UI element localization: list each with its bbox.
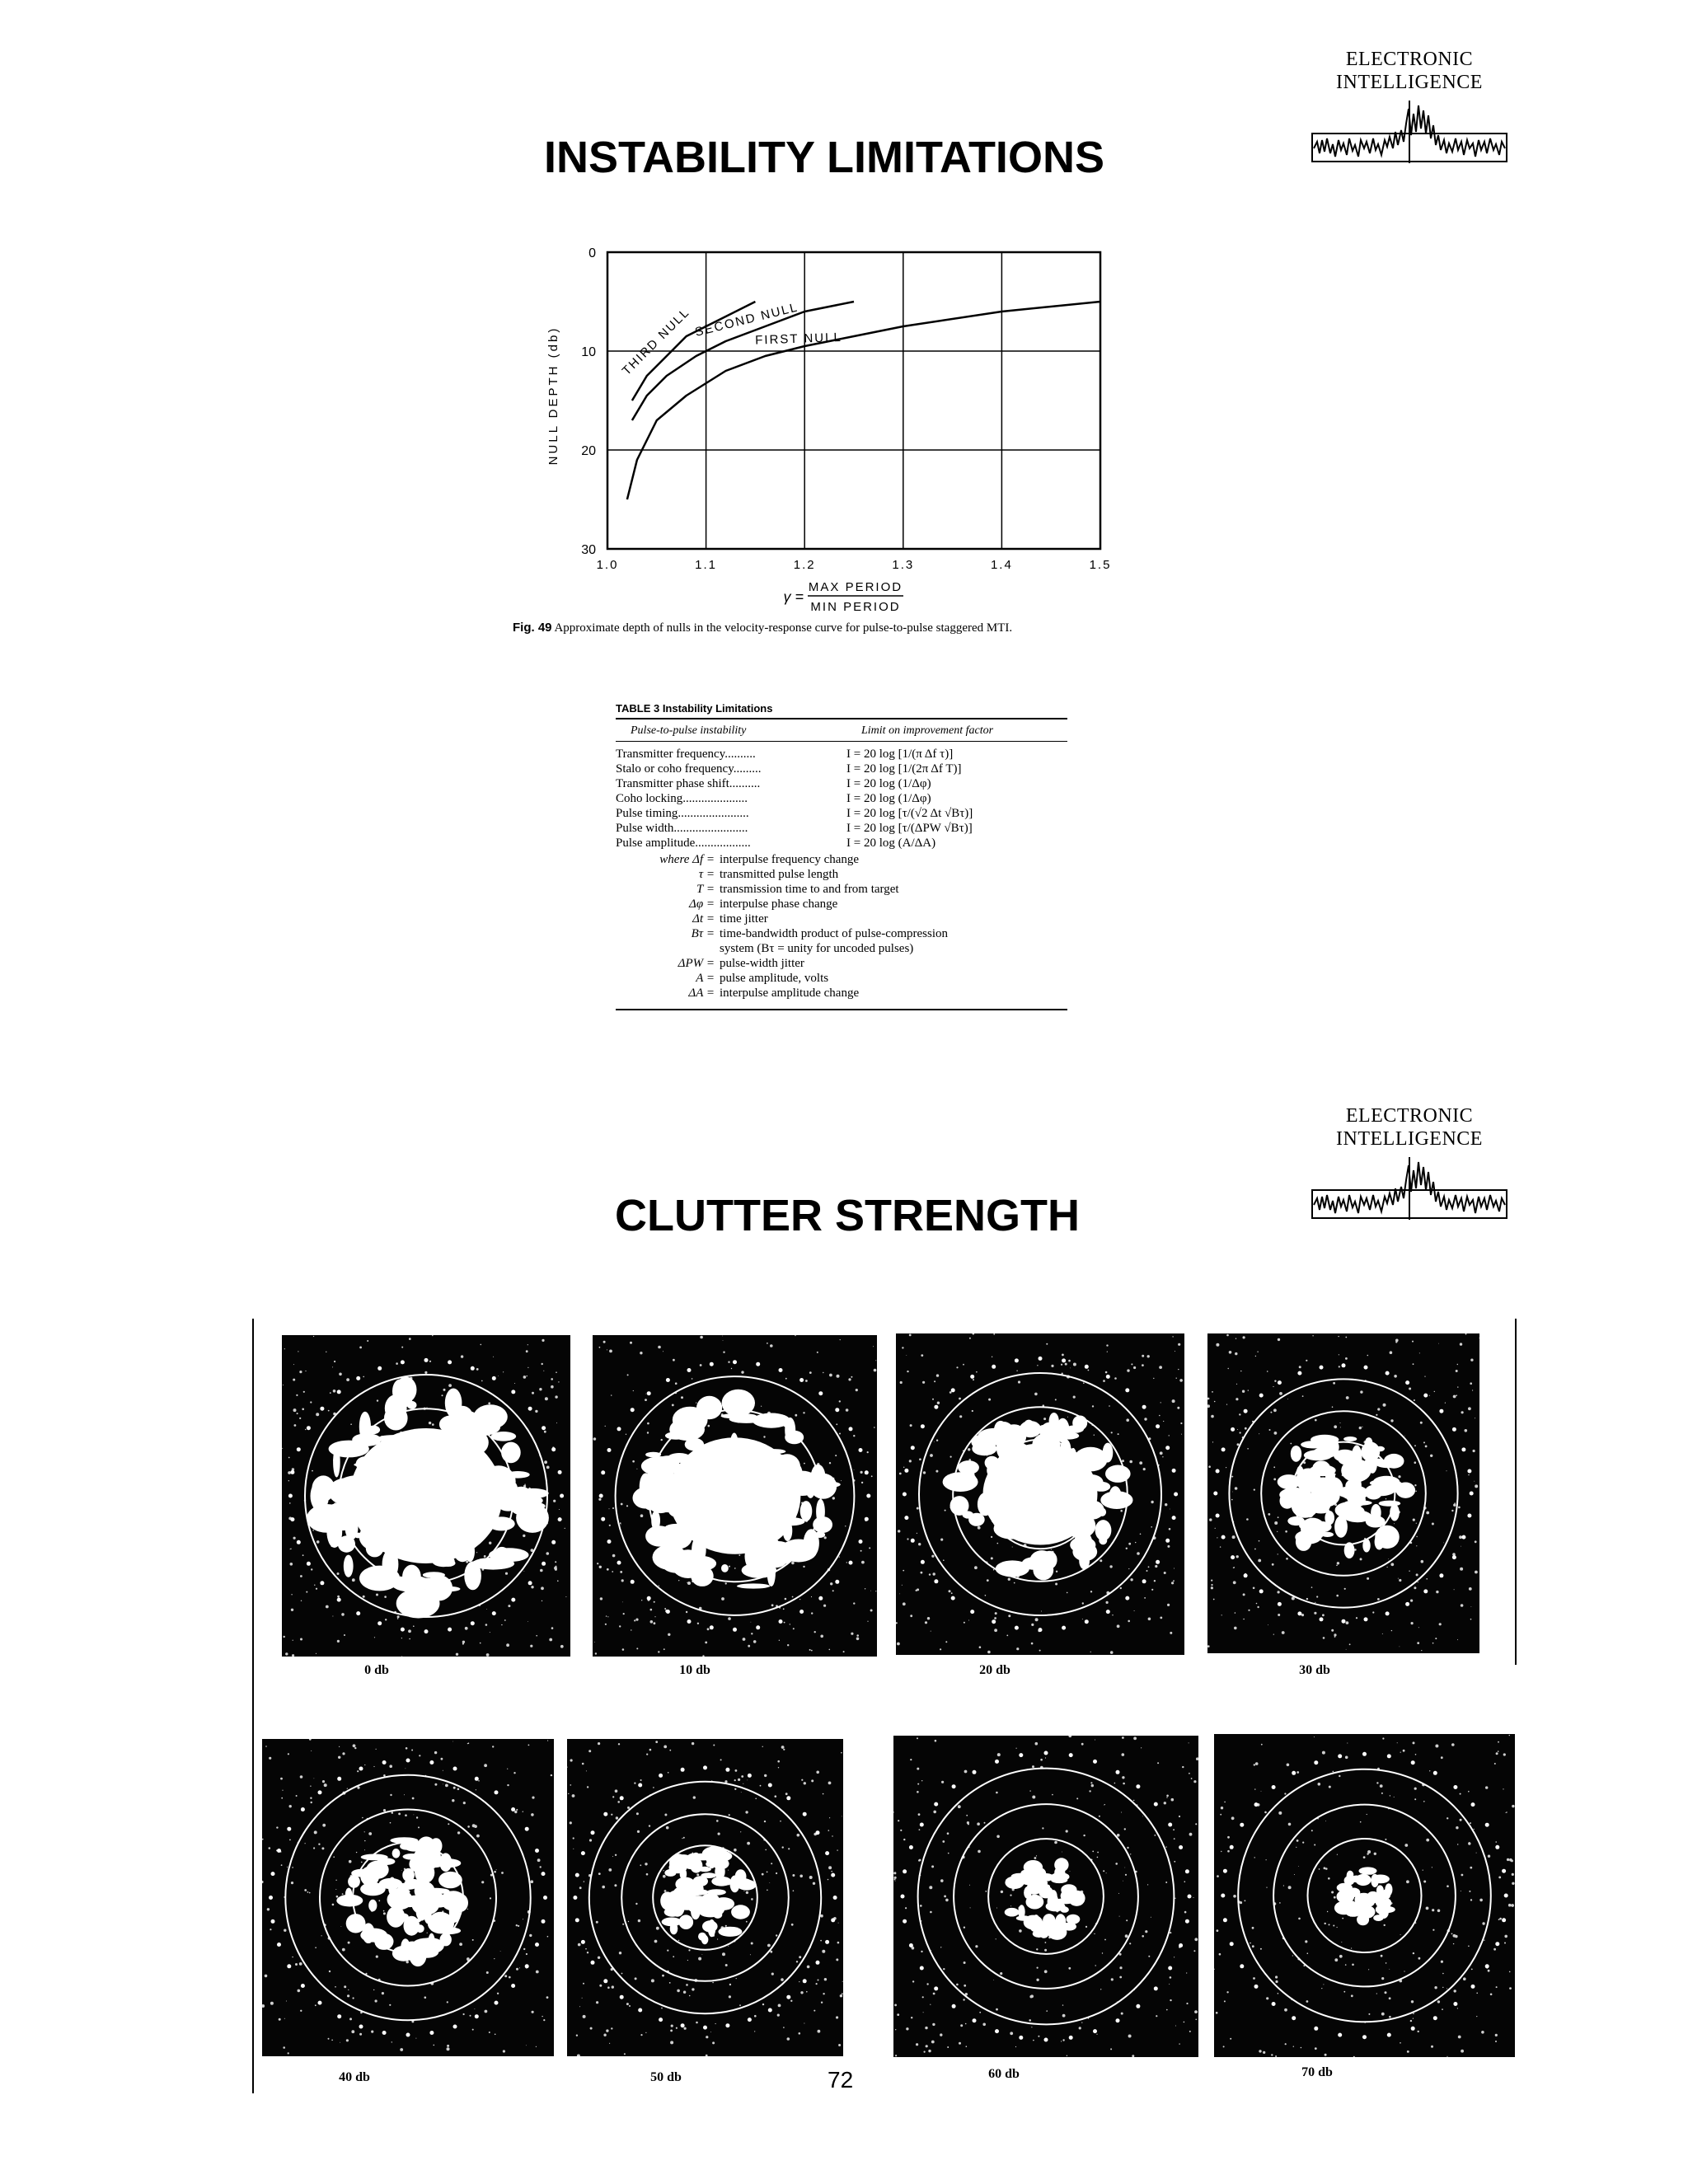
definition-symbol: Δt = (692, 912, 715, 926)
definition-row (616, 882, 1067, 897)
logo-line-1: ELECTRONIC (1345, 49, 1474, 70)
photo-label: 30 db (1299, 1663, 1330, 1677)
page-number: 72 (828, 2067, 854, 2093)
definition-row (616, 926, 1067, 941)
table-cell-limit: I = 20 log (1/Δφ) (846, 792, 931, 805)
radar-clutter-photo (893, 1736, 1198, 2057)
y-tick-label: 20 (581, 444, 596, 458)
definition-text: interpulse phase change (720, 898, 838, 911)
figure-label: Fig. 49 (513, 621, 552, 635)
y-axis-label: NULL DEPTH (db) (546, 326, 560, 466)
photo-label: 70 db (1301, 2065, 1333, 2079)
table-cell-limit: I = 20 log [1/(2π Δf T)] (846, 762, 962, 776)
radar-scope-image (282, 1335, 570, 1657)
definition-text: transmission time to and from target (720, 883, 899, 896)
logo-line-2: INTELLIGENCE (1336, 1128, 1483, 1150)
table-row (616, 762, 1067, 776)
radar-scope-image (593, 1335, 877, 1657)
radar-clutter-photo (896, 1333, 1184, 1655)
definition-symbol: T = (696, 883, 715, 896)
chart-series (620, 300, 1100, 499)
table-row (616, 836, 1067, 851)
definition-text: time jitter (720, 912, 768, 926)
x-tick-label: 1.1 (695, 558, 718, 572)
definition-row (616, 897, 1067, 912)
table-header-col1: Pulse-to-pulse instability (631, 724, 747, 737)
definition-row (616, 956, 1067, 971)
definition-row (616, 971, 1067, 986)
y-tick-label: 10 (581, 345, 596, 359)
definition-row (616, 941, 1067, 956)
x-tick-label: 1.5 (1089, 558, 1112, 572)
table-definitions (616, 851, 1067, 1001)
photo-label: 20 db (979, 1663, 1010, 1677)
series-label: SECOND NULL (693, 300, 800, 340)
section-title-instability: INSTABILITY LIMITATIONS (544, 133, 1104, 182)
definition-symbol: τ = (698, 868, 715, 881)
radar-clutter-photo (1214, 1734, 1515, 2057)
signal-wave-icon (1311, 99, 1508, 165)
x-axis-numerator: MAX PERIOD (808, 580, 903, 594)
electronic-intelligence-logo (1306, 48, 1512, 165)
table-cell-instability: Pulse amplitude.................. (616, 837, 751, 850)
table-cell-instability: Pulse timing....................... (616, 807, 749, 820)
definition-text: pulse amplitude, volts (720, 972, 829, 985)
radar-scope-image (1207, 1333, 1479, 1653)
x-tick-label: 1.3 (892, 558, 915, 572)
table-cell-limit: I = 20 log (A/ΔA) (846, 837, 936, 850)
definition-text: interpulse frequency change (720, 853, 860, 866)
table-row (616, 821, 1067, 836)
table-cell-limit: I = 20 log [1/(π Δf τ)] (846, 748, 954, 761)
figure-caption (513, 620, 1156, 636)
table-cell-limit: I = 20 log [τ/(√2 Δt √Bτ)] (846, 807, 973, 820)
radar-clutter-photo (1207, 1333, 1479, 1653)
logo-line-1: ELECTRONIC (1345, 1105, 1474, 1127)
table-body (616, 742, 1067, 851)
definition-text: pulse-width jitter (720, 957, 804, 970)
radar-scope-image (1214, 1734, 1515, 2057)
table-cell-limit: I = 20 log (1/Δφ) (846, 777, 931, 790)
x-tick-label: 1.0 (596, 558, 619, 572)
definition-text: interpulse amplitude change (720, 987, 860, 1000)
table-row (616, 776, 1067, 791)
electronic-intelligence-logo-2 (1306, 1104, 1512, 1221)
chart-ticks (581, 246, 1111, 572)
table-title: TABLE 3 Instability Limitations (616, 702, 1067, 719)
photo-label: 40 db (339, 2070, 370, 2084)
radar-scope-image (567, 1739, 843, 2056)
definition-row (616, 986, 1067, 1001)
table-header (616, 719, 1067, 742)
radar-scope-image (262, 1739, 554, 2056)
definition-symbol: A = (696, 972, 715, 985)
radar-clutter-photo (282, 1335, 570, 1657)
table-cell-instability: Transmitter phase shift.......... (616, 777, 761, 790)
section-title-clutter: CLUTTER STRENGTH (615, 1191, 1080, 1240)
photo-label: 50 db (650, 2070, 682, 2084)
table-cell-instability: Coho locking..................... (616, 792, 748, 805)
figure-caption-text: Approximate depth of nulls in the velocity-response curve for pulse-to-pulse staggered MTI. (554, 621, 1013, 635)
radar-clutter-photo (567, 1739, 843, 2056)
definition-row (616, 912, 1067, 926)
x-axis-gamma-symbol: γ = (783, 588, 804, 605)
photo-label: 0 db (364, 1663, 389, 1677)
definition-symbol (616, 941, 720, 956)
logo-line-2: INTELLIGENCE (1336, 72, 1483, 93)
x-tick-label: 1.2 (793, 558, 816, 572)
series-label: FIRST NULL (754, 330, 843, 348)
x-axis-denominator: MIN PERIOD (810, 600, 901, 614)
definition-symbol: Bτ = (691, 927, 715, 940)
radar-scope-image (896, 1333, 1184, 1655)
radar-clutter-photo (593, 1335, 877, 1657)
table-cell-limit: I = 20 log [τ/(ΔPW √Bτ)] (846, 822, 973, 835)
x-tick-label: 1.4 (990, 558, 1013, 572)
definition-symbol: Δφ = (689, 898, 715, 911)
definition-row (616, 852, 1067, 867)
series-label: THIRD NULL (619, 305, 693, 378)
table-cell-instability: Transmitter frequency.......... (616, 748, 756, 761)
table-row (616, 747, 1067, 762)
table-cell-instability: Stalo or coho frequency......... (616, 762, 762, 776)
definition-text: time-bandwidth product of pulse-compression (720, 927, 949, 940)
table-bottom-rule (616, 1009, 1067, 1010)
table-header-col2: Limit on improvement factor (861, 724, 994, 737)
definition-row (616, 867, 1067, 882)
scan-edge-line (1515, 1319, 1517, 1665)
definition-symbol: ΔPW = (678, 957, 715, 970)
y-tick-label: 30 (581, 543, 596, 557)
definition-text: transmitted pulse length (720, 868, 839, 881)
y-tick-label: 0 (588, 246, 596, 260)
instability-table (616, 702, 1067, 1010)
radar-clutter-photo (262, 1739, 554, 2056)
table-row (616, 791, 1067, 806)
photo-label: 10 db (679, 1663, 710, 1677)
definition-symbol: where Δf = (659, 853, 715, 866)
definition-symbol: ΔA = (688, 987, 715, 1000)
table-row (616, 806, 1067, 821)
signal-wave-icon (1311, 1155, 1508, 1221)
scan-edge-line (252, 1319, 254, 2093)
table-cell-instability: Pulse width........................ (616, 822, 748, 835)
radar-scope-image (893, 1736, 1198, 2057)
photo-label: 60 db (988, 2067, 1020, 2081)
null-depth-chart (528, 231, 1154, 618)
definition-text: system (Bτ = unity for uncoded pulses) (720, 942, 914, 955)
